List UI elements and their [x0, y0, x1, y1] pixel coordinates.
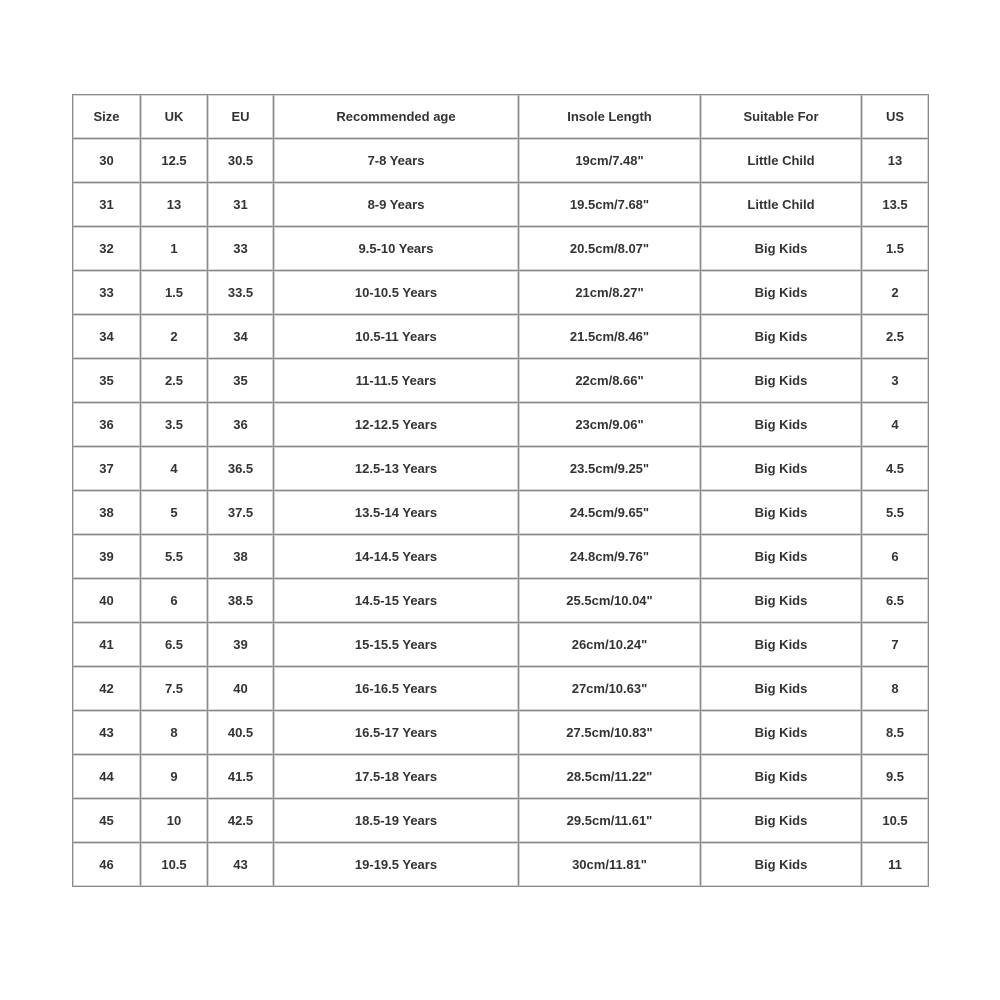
cell-size: 46: [73, 843, 141, 887]
cell-recommended-age: 9.5-10 Years: [274, 227, 519, 271]
cell-suitable-for: Big Kids: [701, 403, 862, 447]
cell-size: 35: [73, 359, 141, 403]
cell-suitable-for: Big Kids: [701, 623, 862, 667]
cell-recommended-age: 14-14.5 Years: [274, 535, 519, 579]
cell-recommended-age: 10.5-11 Years: [274, 315, 519, 359]
table-row: [73, 139, 929, 183]
cell-uk: 1: [141, 227, 208, 271]
table-row: [73, 535, 929, 579]
cell-eu: 37.5: [208, 491, 274, 535]
cell-size: 32: [73, 227, 141, 271]
cell-suitable-for: Big Kids: [701, 447, 862, 491]
table-row: [73, 403, 929, 447]
table-row: [73, 315, 929, 359]
cell-eu: 30.5: [208, 139, 274, 183]
cell-recommended-age: 17.5-18 Years: [274, 755, 519, 799]
cell-us: 4: [862, 403, 929, 447]
cell-uk: 5: [141, 491, 208, 535]
cell-suitable-for: Big Kids: [701, 579, 862, 623]
cell-suitable-for: Big Kids: [701, 359, 862, 403]
cell-recommended-age: 12-12.5 Years: [274, 403, 519, 447]
cell-size: 37: [73, 447, 141, 491]
cell-size: 36: [73, 403, 141, 447]
cell-us: 7: [862, 623, 929, 667]
size-chart-table: [72, 94, 929, 887]
cell-us: 6.5: [862, 579, 929, 623]
table-row: [73, 711, 929, 755]
cell-us: 8: [862, 667, 929, 711]
cell-insole-length: 23.5cm/9.25": [519, 447, 701, 491]
cell-suitable-for: Big Kids: [701, 799, 862, 843]
header-cell-recommended-age: Recommended age: [274, 95, 519, 139]
cell-insole-length: 24.8cm/9.76": [519, 535, 701, 579]
cell-suitable-for: Little Child: [701, 183, 862, 227]
cell-us: 6: [862, 535, 929, 579]
cell-recommended-age: 14.5-15 Years: [274, 579, 519, 623]
header-row: [73, 95, 929, 139]
cell-insole-length: 19.5cm/7.68": [519, 183, 701, 227]
table-row: [73, 183, 929, 227]
cell-size: 43: [73, 711, 141, 755]
cell-recommended-age: 15-15.5 Years: [274, 623, 519, 667]
cell-size: 41: [73, 623, 141, 667]
cell-uk: 9: [141, 755, 208, 799]
cell-us: 10.5: [862, 799, 929, 843]
header-cell-us: US: [862, 95, 929, 139]
table-row: [73, 491, 929, 535]
cell-uk: 2: [141, 315, 208, 359]
cell-uk: 8: [141, 711, 208, 755]
cell-uk: 10.5: [141, 843, 208, 887]
cell-uk: 4: [141, 447, 208, 491]
cell-recommended-age: 16-16.5 Years: [274, 667, 519, 711]
cell-eu: 41.5: [208, 755, 274, 799]
table-row: [73, 359, 929, 403]
cell-recommended-age: 7-8 Years: [274, 139, 519, 183]
cell-eu: 43: [208, 843, 274, 887]
cell-eu: 34: [208, 315, 274, 359]
cell-suitable-for: Little Child: [701, 139, 862, 183]
table-row: [73, 623, 929, 667]
cell-eu: 40: [208, 667, 274, 711]
cell-size: 40: [73, 579, 141, 623]
cell-insole-length: 24.5cm/9.65": [519, 491, 701, 535]
cell-insole-length: 21.5cm/8.46": [519, 315, 701, 359]
header-cell-insole-length: Insole Length: [519, 95, 701, 139]
cell-eu: 39: [208, 623, 274, 667]
cell-uk: 5.5: [141, 535, 208, 579]
cell-recommended-age: 8-9 Years: [274, 183, 519, 227]
header-cell-eu: EU: [208, 95, 274, 139]
cell-size: 39: [73, 535, 141, 579]
cell-eu: 33: [208, 227, 274, 271]
cell-suitable-for: Big Kids: [701, 315, 862, 359]
cell-uk: 3.5: [141, 403, 208, 447]
cell-recommended-age: 18.5-19 Years: [274, 799, 519, 843]
cell-recommended-age: 16.5-17 Years: [274, 711, 519, 755]
table-row: [73, 667, 929, 711]
cell-suitable-for: Big Kids: [701, 711, 862, 755]
cell-uk: 1.5: [141, 271, 208, 315]
header-cell-suitable-for: Suitable For: [701, 95, 862, 139]
cell-suitable-for: Big Kids: [701, 843, 862, 887]
cell-insole-length: 25.5cm/10.04": [519, 579, 701, 623]
cell-size: 38: [73, 491, 141, 535]
cell-us: 13.5: [862, 183, 929, 227]
cell-us: 3: [862, 359, 929, 403]
cell-size: 33: [73, 271, 141, 315]
cell-us: 11: [862, 843, 929, 887]
cell-us: 9.5: [862, 755, 929, 799]
cell-uk: 2.5: [141, 359, 208, 403]
table-row: [73, 271, 929, 315]
cell-uk: 7.5: [141, 667, 208, 711]
cell-uk: 12.5: [141, 139, 208, 183]
cell-suitable-for: Big Kids: [701, 755, 862, 799]
cell-insole-length: 20.5cm/8.07": [519, 227, 701, 271]
cell-size: 42: [73, 667, 141, 711]
cell-size: 34: [73, 315, 141, 359]
cell-insole-length: 19cm/7.48": [519, 139, 701, 183]
cell-size: 30: [73, 139, 141, 183]
cell-eu: 31: [208, 183, 274, 227]
cell-suitable-for: Big Kids: [701, 491, 862, 535]
cell-uk: 6: [141, 579, 208, 623]
cell-eu: 36.5: [208, 447, 274, 491]
table-row: [73, 579, 929, 623]
cell-insole-length: 22cm/8.66": [519, 359, 701, 403]
table-row: [73, 843, 929, 887]
cell-insole-length: 27cm/10.63": [519, 667, 701, 711]
cell-us: 4.5: [862, 447, 929, 491]
cell-suitable-for: Big Kids: [701, 535, 862, 579]
cell-us: 1.5: [862, 227, 929, 271]
cell-recommended-age: 11-11.5 Years: [274, 359, 519, 403]
cell-eu: 38: [208, 535, 274, 579]
cell-uk: 13: [141, 183, 208, 227]
cell-recommended-age: 12.5-13 Years: [274, 447, 519, 491]
cell-eu: 33.5: [208, 271, 274, 315]
cell-recommended-age: 19-19.5 Years: [274, 843, 519, 887]
table-body: [73, 139, 929, 887]
cell-insole-length: 26cm/10.24": [519, 623, 701, 667]
cell-insole-length: 30cm/11.81": [519, 843, 701, 887]
cell-us: 2.5: [862, 315, 929, 359]
cell-suitable-for: Big Kids: [701, 227, 862, 271]
cell-us: 13: [862, 139, 929, 183]
cell-recommended-age: 10-10.5 Years: [274, 271, 519, 315]
cell-insole-length: 28.5cm/11.22": [519, 755, 701, 799]
cell-eu: 40.5: [208, 711, 274, 755]
cell-us: 5.5: [862, 491, 929, 535]
cell-eu: 35: [208, 359, 274, 403]
cell-recommended-age: 13.5-14 Years: [274, 491, 519, 535]
cell-suitable-for: Big Kids: [701, 271, 862, 315]
table-row: [73, 447, 929, 491]
cell-size: 31: [73, 183, 141, 227]
table-row: [73, 799, 929, 843]
cell-size: 45: [73, 799, 141, 843]
cell-us: 2: [862, 271, 929, 315]
header-cell-size: Size: [73, 95, 141, 139]
cell-uk: 6.5: [141, 623, 208, 667]
cell-eu: 38.5: [208, 579, 274, 623]
table-row: [73, 227, 929, 271]
header-cell-uk: UK: [141, 95, 208, 139]
cell-insole-length: 23cm/9.06": [519, 403, 701, 447]
cell-size: 44: [73, 755, 141, 799]
cell-insole-length: 27.5cm/10.83": [519, 711, 701, 755]
cell-us: 8.5: [862, 711, 929, 755]
cell-insole-length: 21cm/8.27": [519, 271, 701, 315]
table-row: [73, 755, 929, 799]
cell-uk: 10: [141, 799, 208, 843]
cell-suitable-for: Big Kids: [701, 667, 862, 711]
cell-eu: 36: [208, 403, 274, 447]
cell-eu: 42.5: [208, 799, 274, 843]
cell-insole-length: 29.5cm/11.61": [519, 799, 701, 843]
